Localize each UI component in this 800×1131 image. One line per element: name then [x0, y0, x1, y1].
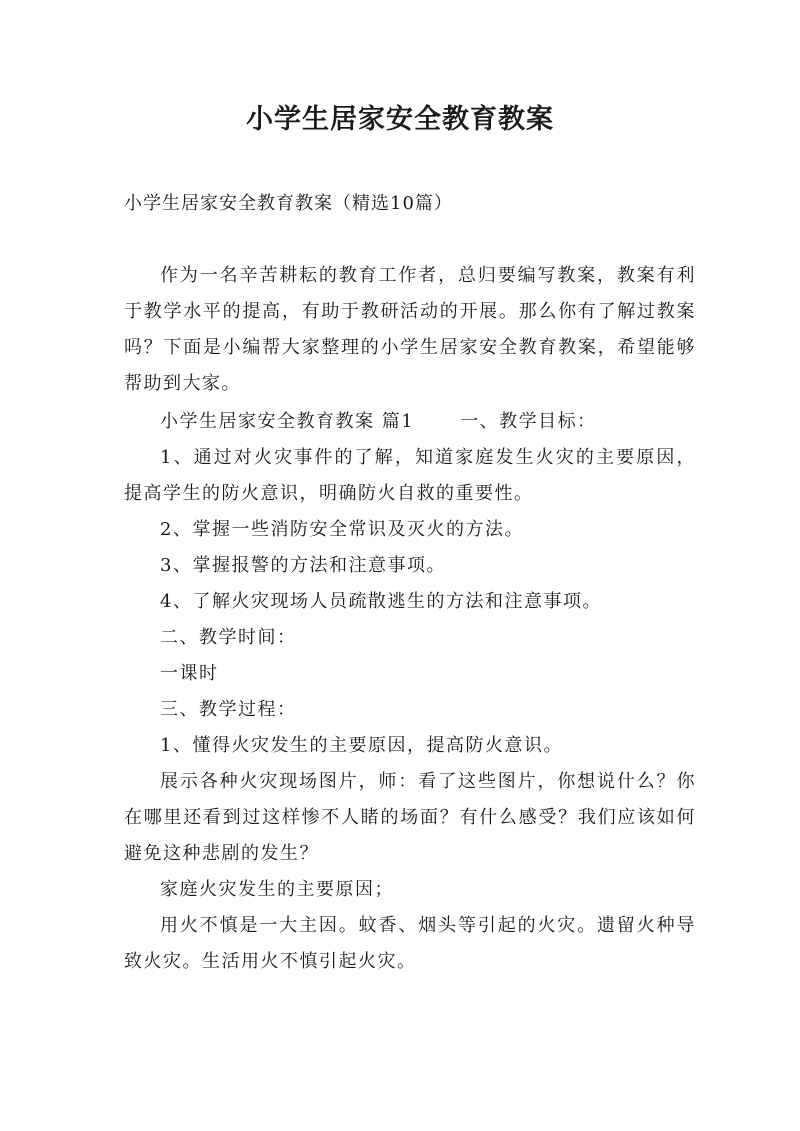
document-body: [124, 258, 696, 980]
section-heading: 小学生居家安全教育教案 篇1: [160, 411, 415, 432]
intro-paragraph: 作为一名辛苦耕耘的教育工作者，总归要编写教案，教案有利于教学水平的提高，有助于教研活动的开展。那么你有了解过教案吗？下面是小编帮大家整理的小学生居家安全教育教案，希望能够帮助到大家。: [124, 265, 696, 394]
paragraph: 二、教学时间：: [160, 627, 297, 648]
paragraph: 4、了解火灾现场人员疏散逃生的方法和注意事项。: [160, 591, 602, 612]
paragraph: 家庭火灾发生的主要原因；: [160, 879, 394, 900]
paragraph: 展示各种火灾现场图片，师：看了这些图片，你想说什么？你在哪里还看到过这样惨不人睹的场面？有什么感受？我们应该如何避免这种悲剧的发生？: [124, 771, 696, 864]
objective-heading: 一、教学目标：: [460, 411, 597, 432]
paragraph: 三、教学过程：: [160, 699, 297, 720]
paragraph: 1、懂得火灾发生的主要原因，提高防火意识。: [160, 735, 563, 756]
paragraph: 1、通过对火灾事件的了解，知道家庭发生火灾的主要原因，提高学生的防火意识，明确防火自救的重要性。: [124, 447, 696, 504]
section-heading-line: [124, 404, 696, 440]
paragraph: 用火不慎是一大主因。蚊香、烟头等引起的火灾。遗留火种导致火灾。生活用火不慎引起火灾。: [124, 915, 696, 972]
document-subtitle: 小学生居家安全教育教案（精选10篇）: [124, 193, 453, 214]
document-title: 小学生居家安全教育教案: [246, 104, 554, 135]
paragraph: 一课时: [160, 663, 219, 684]
paragraph: 2、掌握一些消防安全常识及灭火的方法。: [160, 519, 524, 540]
paragraph: 3、掌握报警的方法和注意事项。: [160, 555, 446, 576]
